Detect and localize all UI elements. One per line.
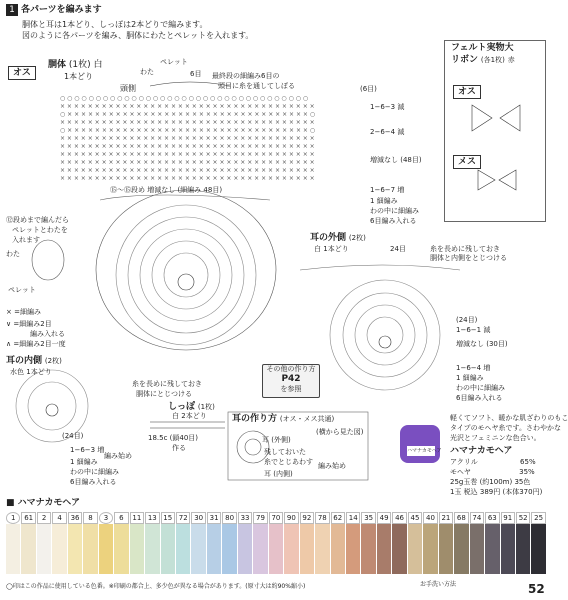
body-dec-1: 1−6−3 減 [370,103,405,111]
body-strands: 1本どり [64,72,94,81]
swatch-color [37,524,51,574]
swatch-color [83,524,97,574]
outer-ear-r5: わの中に細編み [456,384,505,392]
swatch-number: 1 [6,512,20,524]
svg-text:× × × × × × × × × × × × × × ×: × × × × × × × × × × × × × × × × × × × × × × × × × × × × × × × × × × × × × [60,135,315,142]
outer-ear-r2: 増減なし (30目) [456,340,508,348]
swatch-color [485,524,499,574]
swatch-grid [6,512,546,578]
left-note-1: ⑫段めまで編んだら [6,216,69,224]
swatch-number: 72 [176,512,190,524]
swatch-number: 14 [346,512,360,524]
swatch-color [501,524,515,574]
swatch-color [423,524,437,574]
swatch-number: 63 [485,512,499,524]
body-rows [60,95,315,182]
svg-text:○ ○ ○ ○ ○ ○ ○ ○ ○ ○ ○ ○ ○ ○ ○: ○ ○ ○ ○ ○ ○ ○ ○ ○ ○ ○ ○ ○ ○ ○ ○ ○ ○ ○ ○ ○ ○ ○ ○ ○ ○ ○ ○ ○ ○ ○ ○ ○ ○ ○ [60,95,309,102]
legend-x: × =細編み [6,308,41,316]
left-note-3: 入れます [12,236,40,244]
legend-a: ∧ =細編み2目一度 [6,340,66,348]
swatch-number: 52 [516,512,530,524]
yarn-price: 1玉 税込 389円 (本体370円) [450,488,543,496]
body-inc-1: 1−6−7 増 [370,186,405,194]
svg-text:× × × × × × × × × × × × × × ×: × × × × × × × × × × × × × × × × × × × × × × × × × × × × × × × × × × × × × [60,167,315,174]
swatch-number: 68 [454,512,468,524]
swatch-title: ■ ハマナカモヘア [6,498,81,508]
body-part-title: 胴体 (1枚) 白 [48,60,103,70]
swatch-number: 62 [331,512,345,524]
outer-ear-r4: 1 細編み [456,374,484,382]
swatch-number: 78 [315,512,329,524]
swatch-color [114,524,128,574]
yarn-desc-1: 軽くてソフト、暖かな肌ざわりのもこ [450,414,568,422]
ear-make-side: (横から見た図) [316,428,364,436]
swatch-color [6,524,20,574]
intro-line-1: 胴体と耳は1本どり、しっぽは2本どりで編みます。 [22,20,208,29]
body-inc-2: 1 細編み [370,197,398,205]
svg-text:× × × × × × × × × × × × × × ×: × × × × × × × × × × × × × × × × × × × × × × × × × × × × × × × × × × × × × [60,151,315,158]
outer-ear-rows: (24目) [456,316,478,324]
yarn-name: ハマナカモヘア [450,446,513,456]
swatch-number: 8 [83,512,97,524]
tail-title: しっぽ (1枚) [168,402,215,412]
body-outline [96,190,276,350]
ear-make-leave: 残しておいた [264,448,306,456]
yarn-weight: 25g玉巻 (約100m) 35色 [450,478,531,486]
swatch-color [531,524,545,574]
outer-ear-note-1: 糸を長めに残しておき [430,245,500,253]
swatch-color [284,524,298,574]
yarn-desc-2: タイプのモヘヤ糸です。さわやかな [450,424,561,432]
swatch-number: 90 [284,512,298,524]
swatch-color [470,524,484,574]
row-6-label: 6目 [190,70,202,78]
tail-chain-2: 作る [172,444,186,452]
yarn-c1: アクリル 65% [450,458,536,466]
step-number: 1 [6,4,18,16]
swatch-number: 33 [238,512,252,524]
swatch-number: 61 [21,512,35,524]
swatch-number: 11 [130,512,144,524]
swatch-color [176,524,190,574]
swatch-number: 80 [222,512,236,524]
ear-make-outer: 耳 (外側) [262,436,291,444]
inner-ear-r3: わの中に細編み [70,468,119,476]
swatch-color [145,524,159,574]
swatch-number: 35 [361,512,375,524]
svg-text:× × × × × × × × × × × × × × ×: × × × × × × × × × × × × × × × × × × × × × × × × × × × × × × × × × × × × × [60,119,315,126]
outer-ear-title: 耳の外側 (2枚) [310,233,366,243]
ear-make-leave-2: 糸でとじあわす [264,458,313,466]
swatch-number: 15 [161,512,175,524]
tail-color: 白 2本どり [172,412,207,420]
inner-ear-r2: 1 細編み [70,458,98,466]
swatch-number: 6 [114,512,128,524]
swatch-number: 49 [377,512,391,524]
ribbon-female-tag: メス [453,149,481,169]
svg-text:○ × × × × × × × × × × × × × ×: ○ × × × × × × × × × × × × × × × × × × × × × × × × × × × × × × × × × × × ○ [60,127,316,134]
outer-ear-r6: 6目編み入れる [456,394,503,402]
svg-text:× × × × × × × × × × × × × × ×: × × × × × × × × × × × × × × × × × × × × × × × × × × × × × × × × × × × × × [60,175,315,182]
swatch-number: 79 [253,512,267,524]
left-wata: わた [6,250,20,258]
body-mid-note: ⑮〜⑮段め 増減なし (細編み 48目) [110,186,223,194]
swatch-number: 30 [191,512,205,524]
swatch-number: 31 [207,512,221,524]
swatch-color [392,524,406,574]
page-number: 52 [528,582,545,596]
swatch-number: 74 [470,512,484,524]
ribbon-male-tag: オス [453,79,481,99]
tail-start: 編み始め [104,452,132,460]
svg-text:× × × × × × × × × × × × × × ×: × × × × × × × × × × × × × × × × × × × × × × × × × × × × × × × × × × × × × [60,103,315,110]
left-note-2: ペレットとわたを [12,226,68,234]
swatch-number: 91 [501,512,515,524]
swatch-color [99,524,113,574]
swatch-number: 25 [531,512,545,524]
yarn-desc-3: 光沢とフェミニンな色合い。 [450,434,541,442]
swatch-color [68,524,82,574]
body-inc-4: 6目編み入れる [370,217,417,225]
tail-note-2: 胴体にとじつける [136,390,192,398]
swatch-number: 45 [408,512,422,524]
swatch-color [191,524,205,574]
swatch-color [315,524,329,574]
inner-ear-title: 耳の内側 (2枚) [6,356,62,366]
legend-v2: 編み入れる [30,330,65,338]
swatch-color [253,524,267,574]
outer-ear-color: 白 1本どり [314,245,349,253]
outer-ear-r3: 1−6−4 増 [456,364,491,372]
svg-text:× × × × × × × × × × × × × × ×: × × × × × × × × × × × × × × × × × × × × × × × × × × × × × × × × × × × × × [60,159,315,166]
head-side-label: 頭側 [120,84,136,93]
svg-text:× × × × × × × × × × × × × × ×: × × × × × × × × × × × × × × × × × × × × × × × × × × × × × × × × × × × × × [60,143,315,150]
swatch-color [408,524,422,574]
yarn-c2: モヘヤ 35% [450,468,535,476]
tail-note-1: 糸を長めに残しておき [132,380,202,388]
swatch-color [21,524,35,574]
swatch-colors [6,524,546,574]
swatch-color [516,524,530,574]
outer-ear-r1: 1−6−1 減 [456,326,491,334]
swatch-color [454,524,468,574]
swatch-number: 92 [300,512,314,524]
outer-ear-note-2: 胴体と内側をとじつける [430,254,507,262]
outer-ear-sts: 24目 [390,245,406,253]
ear-make-inner: 耳 (内側) [264,470,293,478]
pellet-label: ペレット [160,58,188,66]
body-rows-label: (6目) [360,85,377,93]
swatch-number: 70 [269,512,283,524]
swatch-color [361,524,375,574]
intro-line-2: 図のように各パーツを編み、胴体にわたとペレットを入れます。 [22,31,254,40]
inner-ear-color: 水色 1本どり [10,368,52,376]
yarn-ball-icon [400,425,440,463]
body-note-2: 頭目に糸を通してしぼる [218,82,295,90]
inner-ear-rows: (24目) [62,432,84,440]
swatch-color [161,524,175,574]
swatch-color [346,524,360,574]
legend-v: ∨ =細編み2目 [6,320,52,328]
sex-tag-male: オス [8,60,36,80]
body-inc-3: わの中に細編み [370,207,419,215]
body-dec-2: 2−6−4 減 [370,128,405,136]
swatch-color [130,524,144,574]
step-title: 各パーツを編みます [21,5,102,15]
swatch-color [377,524,391,574]
swatch-number: 2 [37,512,51,524]
reference-box: その他の作り方 P42 を参照 [262,364,320,398]
ribbon-box: フェルト実物大 リボン (各1枚) 赤 オス メス [444,40,546,222]
swatch-color [300,524,314,574]
swatch-color [331,524,345,574]
swatch-color [52,524,66,574]
swatch-color [439,524,453,574]
body-note-1: 最終段の細編み6目の [212,72,280,80]
swatch-number: 21 [439,512,453,524]
swatch-number: 13 [145,512,159,524]
body-noinc: 増減なし (48目) [370,156,422,164]
swatch-number: 40 [423,512,437,524]
swatch-color [207,524,221,574]
swatch-numbers [6,512,546,524]
footer-note: ◯印はこの作品に使用している色番。※印刷の都合上、多少色が異なる場合があります。(原寸大は約90%縮小) [6,583,306,590]
svg-text:○ × × × × × × × × × × × × × ×: ○ × × × × × × × × × × × × × × × × × × × × × × × × × × × × × × × × × × × ○ [60,111,316,118]
swatch-number: 46 [392,512,406,524]
wata-label: わた [140,68,154,76]
ear-make-start: 編み始め [318,462,346,470]
inner-ear-r4: 6目編み入れる [70,478,117,486]
tail-chain: 18.5c (鎖40目) [148,434,199,442]
swatch-color [222,524,236,574]
left-pellet: ペレット [8,286,36,294]
swatch-color [269,524,283,574]
ear-make-title: 耳の作り方 (オス・メス共通) [232,414,335,424]
swatch-number: 36 [68,512,82,524]
yarn-ball-label: ハマナカモヘア [407,448,442,454]
swatch-number: 4 [52,512,66,524]
inner-ear-r1: 1−6−3 増 [70,446,105,454]
swatch-color [238,524,252,574]
swatch-number: 3 [99,512,113,524]
care-label: お手洗い方法 [420,581,457,588]
ribbon-title-line: リボン (各1枚) 赤 [451,55,515,65]
